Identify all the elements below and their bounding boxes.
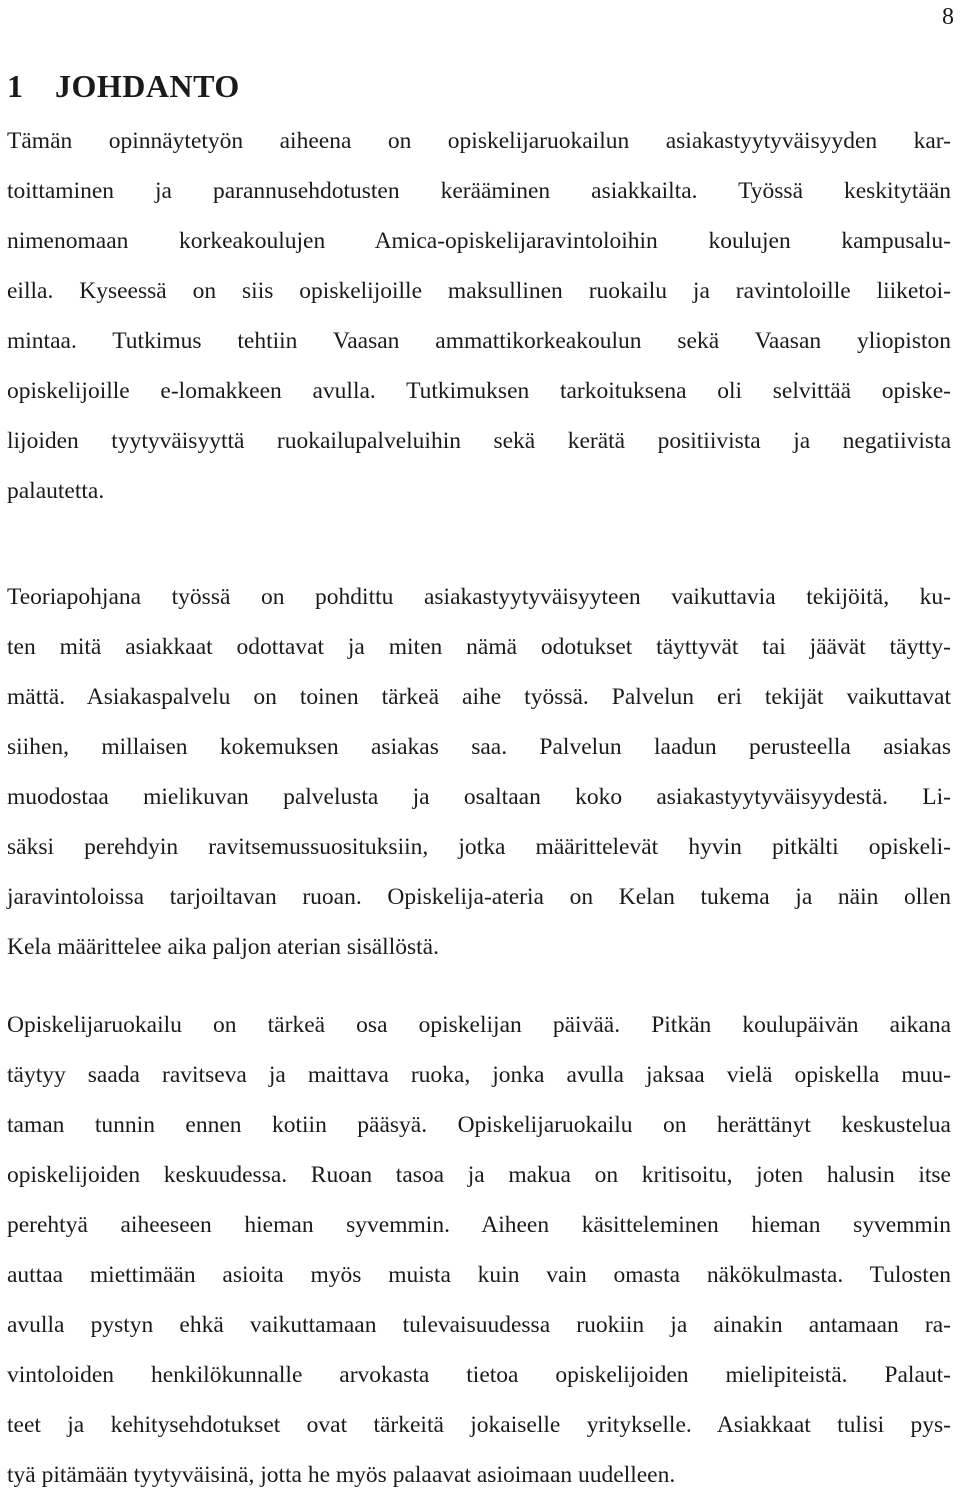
text-line: muodostaa mielikuvan palvelusta ja osaltaan koko asiakastyytyväisyydestä. Li- [7,784,951,810]
text-line: Teoriapohjana työssä on pohdittu asiakastyytyväisyyteen vaikuttavia tekijöitä, ku- [7,584,951,610]
paragraph-3 [7,1000,951,1500]
text-line: teet ja kehitysehdotukset ovat tärkeitä jokaiselle yritykselle. Asiakkaat tulisi pys- [7,1412,951,1438]
text-line: opiskelijoiden keskuudessa. Ruoan tasoa ja makua on kritisoitu, joten halusin itse [7,1162,951,1188]
text-line: perehtyä aiheeseen hieman syvemmin. Aiheen käsitteleminen hieman syvemmin [7,1212,951,1238]
text-line: täytyy saada ravitseva ja maittava ruoka, jonka avulla jaksaa vielä opiskella muu- [7,1062,951,1088]
text-line: tyä pitämään tyytyväisinä, jotta he myös palaavat asioimaan uudelleen. [7,1462,676,1488]
page-number: 8 [942,4,954,30]
chapter-heading [7,66,240,106]
text-line: säksi perehdyin ravitsemussuosituksiin, jotka määrittelevät hyvin pitkälti opiskeli- [7,834,951,860]
text-line: ten mitä asiakkaat odottavat ja miten nämä odotukset täyttyvät tai jäävät täytty- [7,634,951,660]
paragraph-1 [7,116,951,516]
text-line: opiskelijoille e-lomakkeen avulla. Tutkimuksen tarkoituksena oli selvittää opiske- [7,378,951,404]
text-line: Kela määrittelee aika paljon aterian sisällöstä. [7,934,439,960]
text-line: jaravintoloissa tarjoiltavan ruoan. Opiskelija-ateria on Kelan tukema ja näin ollen [7,884,951,910]
chapter-title: JOHDANTO [55,68,240,104]
text-line: auttaa miettimään asioita myös muista kuin vain omasta näkökulmasta. Tulosten [7,1262,951,1288]
text-line: palautetta. [7,478,105,504]
text-line: Tämän opinnäytetyön aiheena on opiskelijaruokailun asiakastyytyväisyyden kar- [7,128,951,154]
paragraph-2 [7,572,951,972]
text-line: vintoloiden henkilökunnalle arvokasta tietoa opiskelijoiden mielipiteistä. Palaut- [7,1362,951,1388]
chapter-number: 1 [7,68,24,104]
text-line: Opiskelijaruokailu on tärkeä osa opiskelijan päivää. Pitkän koulupäivän aikana [7,1012,951,1038]
text-line: eilla. Kyseessä on siis opiskelijoille maksullinen ruokailu ja ravintoloille liiketoi- [7,278,951,304]
text-line: nimenomaan korkeakoulujen Amica-opiskelijaravintoloihin koulujen kampusalu- [7,228,951,254]
text-line: mättä. Asiakaspalvelu on toinen tärkeä aihe työssä. Palvelun eri tekijät vaikuttavat [7,684,951,710]
text-line: mintaa. Tutkimus tehtiin Vaasan ammattikorkeakoulun sekä Vaasan yliopiston [7,328,951,354]
text-line: lijoiden tyytyväisyyttä ruokailupalveluihin sekä kerätä positiivista ja negatiivista [7,428,951,454]
text-line: taman tunnin ennen kotiin pääsyä. Opiskelijaruokailu on herättänyt keskustelua [7,1112,951,1138]
text-line: siihen, millaisen kokemuksen asiakas saa. Palvelun laadun perusteella asiakas [7,734,951,760]
text-line: toittaminen ja parannusehdotusten kerääminen asiakkailta. Työssä keskitytään [7,178,951,204]
text-line: avulla pystyn ehkä vaikuttamaan tulevaisuudessa ruokiin ja ainakin antamaan ra- [7,1312,951,1338]
